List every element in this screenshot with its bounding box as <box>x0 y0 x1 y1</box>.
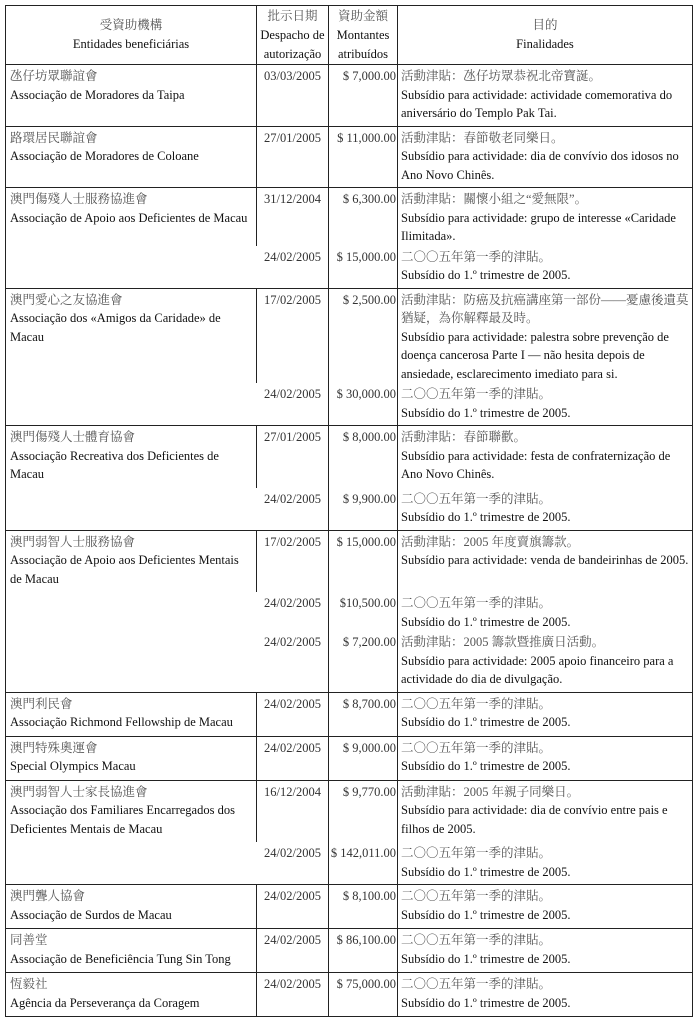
purpose-cell <box>398 842 693 884</box>
table-row <box>6 973 693 1017</box>
authorization-date: 24/02/2005 <box>257 592 329 631</box>
purpose-cell <box>398 65 693 126</box>
purpose-zh: 二〇〇五年第一季的津貼。 <box>401 740 552 755</box>
authorization-date: 27/01/2005 <box>257 426 329 488</box>
amount: $ 9,770.00 <box>329 781 398 843</box>
entity-name-pt: Associação de Apoio aos Deficientes Mentais de Macau <box>10 553 239 586</box>
entity-name-pt: Agência da Perseverança da Coragem <box>10 995 200 1010</box>
purpose-zh: 活動津貼：春節聯歡。 <box>401 430 527 444</box>
authorization-date: 24/02/2005 <box>257 842 329 884</box>
header-entity-pt: Entidades beneficiárias <box>72 37 190 51</box>
purpose-zh: 二〇〇五年第一季的津貼。 <box>401 889 552 903</box>
amount: $ 15,000.00 <box>329 531 398 593</box>
header-date <box>257 6 329 64</box>
entity-cell <box>6 781 257 843</box>
amount: $ 7,000.00 <box>329 65 398 126</box>
table-row <box>6 289 693 427</box>
purpose-zh: 二〇〇五年第一季的津貼。 <box>401 596 552 610</box>
entity-name-pt: Associação de Apoio aos Deficientes de Macau <box>10 210 248 225</box>
amount: $ 8,000.00 <box>329 426 398 488</box>
header-entity <box>6 6 257 64</box>
purpose-zh: 二〇〇五年第一季的津貼。 <box>401 696 552 711</box>
purpose-pt: Subsídio do 1.º trimestre de 2005. <box>401 715 571 729</box>
purpose-cell <box>398 383 693 425</box>
purpose-cell <box>398 592 693 631</box>
purpose-pt: Subsídio para actividade: actividade comemorativa do aniversário do Templo Pak Tai. <box>401 87 673 120</box>
table-row <box>6 929 693 973</box>
entity-name-zh: 澳門利民會 <box>10 696 73 711</box>
entity-name-pt: Associação de Beneficiência Tung Sin Tong <box>10 951 231 966</box>
entity-name-pt: Associação Richmond Fellowship de Macau <box>10 715 233 729</box>
authorization-date: 24/02/2005 <box>257 885 329 928</box>
purpose-cell <box>398 929 693 972</box>
purpose-zh: 二〇〇五年第一季的津貼。 <box>401 933 552 947</box>
entity-name-pt: Associação dos Familiares Encarregados dos Deficientes Mentais de Macau <box>10 803 235 836</box>
header-date-pt2: autorização <box>263 46 322 61</box>
amount: $ 6,300.00 <box>329 188 398 246</box>
entity-cell <box>6 885 257 928</box>
header-date-zh: 批示日期 <box>267 8 318 23</box>
purpose-cell <box>398 693 693 736</box>
amount: $ 75,000.00 <box>329 973 398 1016</box>
amount: $ 142,011.00 <box>329 842 398 884</box>
amount: $ 9,900.00 <box>329 488 398 530</box>
table-row <box>6 188 693 289</box>
entity-name-zh: 澳門聾人協會 <box>10 889 86 903</box>
table-row <box>6 781 693 886</box>
authorization-date: 24/02/2005 <box>257 383 329 425</box>
purpose-zh: 活動津貼：2005 年親子同樂日。 <box>401 784 580 799</box>
purpose-pt: Subsídio para actividade: venda de bandeirinhas de 2005. <box>401 553 689 567</box>
authorization-date: 16/12/2004 <box>257 781 329 843</box>
amount: $ 8,700.00 <box>329 693 398 736</box>
authorization-date: 24/02/2005 <box>257 631 329 692</box>
entity-cell <box>6 188 257 246</box>
purpose-cell <box>398 289 693 384</box>
purpose-zh: 二〇〇五年第一季的津貼。 <box>401 846 552 860</box>
purpose-cell <box>398 973 693 1016</box>
purpose-zh: 二〇〇五年第一季的津貼。 <box>401 977 552 991</box>
table-row <box>6 127 693 189</box>
amount: $ 86,100.00 <box>329 929 398 972</box>
purpose-zh: 活動津貼：防癌及抗癌講座第一部份——憂慮後遺莫猶疑，為你解釋最及時。 <box>401 292 689 325</box>
authorization-date: 27/01/2005 <box>257 127 329 188</box>
amount: $ 2,500.00 <box>329 289 398 384</box>
purpose-cell <box>398 631 693 692</box>
purpose-pt: Subsídio para actividade: palestra sobre prevenção de doença cancerosa Parte I — não hesita depois de ansiedade, esclarecimento imediato para si. <box>401 329 669 381</box>
purpose-zh: 活動津貼：2005 年度賣旗籌款。 <box>401 534 580 549</box>
header-purpose <box>398 6 693 64</box>
amount: $ 7,200.00 <box>329 631 398 692</box>
authorization-date: 24/02/2005 <box>257 737 329 780</box>
amount: $ 8,100.00 <box>329 885 398 928</box>
header-purpose-zh: 目的 <box>532 18 558 32</box>
authorization-date: 03/03/2005 <box>257 65 329 126</box>
amount: $ 15,000.00 <box>329 246 398 288</box>
purpose-pt: Subsídio do 1.º trimestre de 2005. <box>401 268 571 282</box>
entity-name-pt: Associação dos «Amigos da Caridade» de Macau <box>10 311 221 344</box>
header-entity-zh: 受資助機構 <box>99 18 163 32</box>
purpose-pt: Subsídio do 1.º trimestre de 2005. <box>401 405 571 420</box>
authorization-date: 31/12/2004 <box>257 188 329 246</box>
header-amount <box>329 6 398 64</box>
purpose-zh: 活動津貼：關懷小組之“愛無限”。 <box>401 192 588 206</box>
entity-name-pt: Special Olympics Macau <box>10 759 136 773</box>
purpose-cell <box>398 127 693 188</box>
entity-cell <box>6 127 257 188</box>
amount: $10,500.00 <box>329 592 398 631</box>
amount: $ 11,000.00 <box>329 127 398 188</box>
subsidy-table <box>5 5 693 1017</box>
authorization-date: 17/02/2005 <box>257 289 329 384</box>
header-date-pt1: Despacho de <box>260 27 325 42</box>
entity-cell <box>6 65 257 126</box>
entity-cell <box>6 289 257 384</box>
table-body <box>6 65 693 1017</box>
entity-cell <box>6 426 257 488</box>
entity-name-zh: 澳門弱智人士服務協會 <box>10 534 136 549</box>
authorization-date: 24/02/2005 <box>257 488 329 530</box>
purpose-cell <box>398 246 693 288</box>
purpose-pt: Subsídio do 1.º trimestre de 2005. <box>401 951 571 966</box>
purpose-cell <box>398 737 693 780</box>
entity-cell <box>6 973 257 1016</box>
entity-name-pt: Associação de Surdos de Macau <box>10 907 172 922</box>
purpose-cell <box>398 531 693 593</box>
table-row <box>6 693 693 737</box>
purpose-pt: Subsídio do 1.º trimestre de 2005. <box>401 864 571 879</box>
entity-name-zh: 澳門傷殘人士體育協會 <box>10 430 136 444</box>
purpose-zh: 活動津貼：2005 籌款暨推廣日活動。 <box>401 635 605 649</box>
table-row <box>6 426 693 531</box>
entity-name-pt: Associação de Moradores de Coloane <box>10 149 199 163</box>
entity-name-zh: 氹仔坊眾聯誼會 <box>10 69 98 83</box>
entity-name-zh: 路環居民聯誼會 <box>10 130 98 145</box>
entity-name-zh: 恆毅社 <box>10 977 48 991</box>
table-row <box>6 65 693 127</box>
amount: $ 9,000.00 <box>329 737 398 780</box>
header-amount-pt2: atribuídos <box>338 46 388 61</box>
entity-name-pt: Associação de Moradores da Taipa <box>10 87 185 102</box>
purpose-cell <box>398 488 693 530</box>
entity-cell <box>6 929 257 972</box>
entity-cell <box>6 531 257 593</box>
entity-name-zh: 澳門傷殘人士服務協進會 <box>10 192 148 206</box>
purpose-cell <box>398 781 693 843</box>
authorization-date: 24/02/2005 <box>257 693 329 736</box>
amount: $ 30,000.00 <box>329 383 398 425</box>
purpose-pt: Subsídio para actividade: dia de convívio entre pais e filhos de 2005. <box>401 803 668 836</box>
purpose-pt: Subsídio para actividade: dia de convívio dos idosos no Ano Novo Chinês. <box>401 149 679 182</box>
purpose-zh: 活動津貼：氹仔坊眾恭祝北帝寶誕。 <box>401 69 602 83</box>
purpose-cell <box>398 885 693 928</box>
purpose-zh: 活動津貼：春節敬老同樂日。 <box>401 130 564 145</box>
table-row <box>6 531 693 693</box>
entity-name-zh: 澳門愛心之友協進會 <box>10 292 123 307</box>
entity-name-pt: Associação Recreativa dos Deficientes de Macau <box>10 448 219 481</box>
purpose-pt: Subsídio do 1.º trimestre de 2005. <box>401 614 571 629</box>
authorization-date: 24/02/2005 <box>257 929 329 972</box>
purpose-pt: Subsídio do 1.º trimestre de 2005. <box>401 995 571 1010</box>
purpose-pt: Subsídio para actividade: festa de confraternização de Ano Novo Chinês. <box>401 448 671 481</box>
purpose-pt: Subsídio do 1.º trimestre de 2005. <box>401 907 571 922</box>
purpose-pt: Subsídio do 1.º trimestre de 2005. <box>401 759 571 773</box>
purpose-pt: Subsídio para actividade: 2005 apoio financeiro para a actividade do dia de divulgação. <box>401 653 674 686</box>
authorization-date: 17/02/2005 <box>257 531 329 593</box>
authorization-date: 24/02/2005 <box>257 973 329 1016</box>
table-header <box>6 6 693 65</box>
header-amount-zh: 資助金額 <box>337 8 388 23</box>
header-purpose-pt: Finalidades <box>516 37 574 51</box>
table-row <box>6 737 693 781</box>
table-row <box>6 885 693 929</box>
authorization-date: 24/02/2005 <box>257 246 329 288</box>
entity-name-zh: 澳門弱智人士家長協進會 <box>10 784 148 799</box>
purpose-zh: 二〇〇五年第一季的津貼。 <box>401 491 552 506</box>
purpose-zh: 二〇〇五年第一季的津貼。 <box>401 387 552 401</box>
entity-cell <box>6 737 257 780</box>
purpose-zh: 二〇〇五年第一季的津貼。 <box>401 249 552 264</box>
purpose-pt: Subsídio para actividade: grupo de interesse «Caridade Ilimitada». <box>401 210 676 243</box>
entity-cell <box>6 693 257 736</box>
header-amount-pt1: Montantes <box>336 27 390 42</box>
purpose-cell <box>398 426 693 488</box>
entity-name-zh: 同善堂 <box>10 933 48 947</box>
purpose-cell <box>398 188 693 246</box>
purpose-pt: Subsídio do 1.º trimestre de 2005. <box>401 510 571 524</box>
entity-name-zh: 澳門特殊奧運會 <box>10 740 98 755</box>
